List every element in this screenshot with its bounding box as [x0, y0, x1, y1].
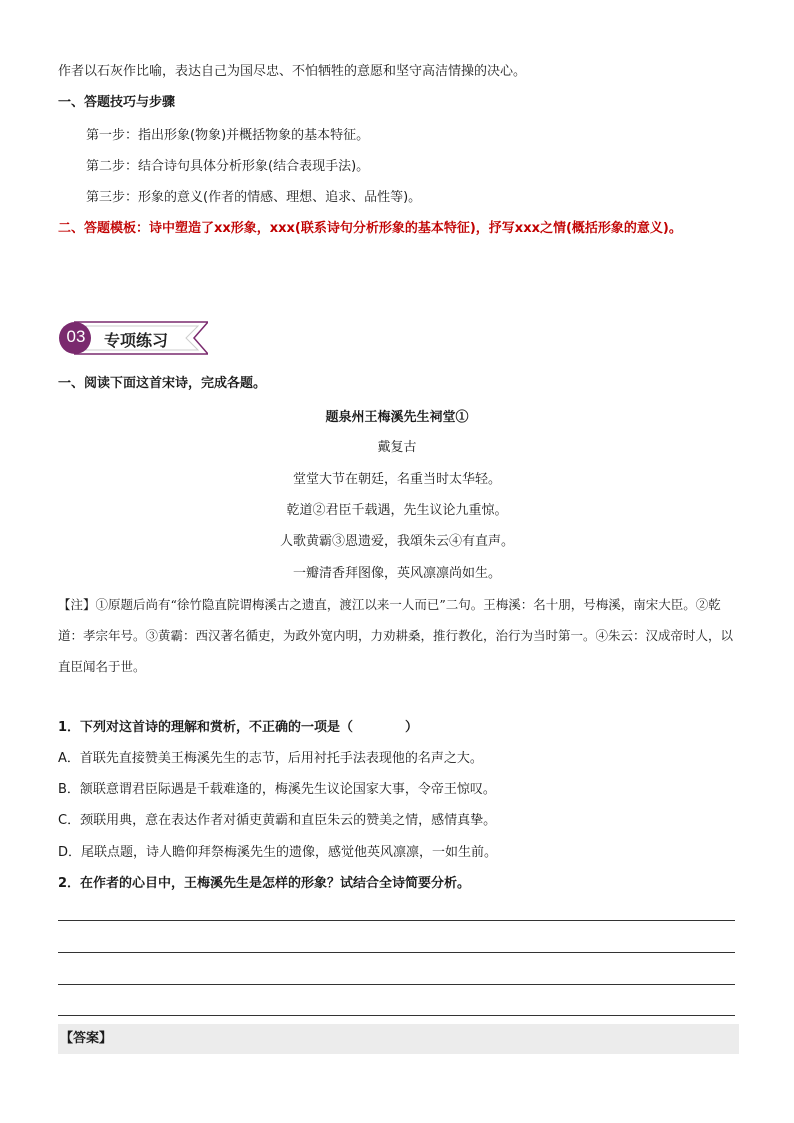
step-1: 第一步：指出形象(物象)并概括物象的基本特征。	[86, 128, 370, 143]
answer-rule-3	[58, 984, 735, 985]
question-1: 1．下列对这首诗的理解和赏析，不正确的一项是（ ）	[58, 720, 419, 735]
section-number: 03	[66, 327, 86, 346]
option-b: B．颔联意谓君臣际遇是千载难逢的，梅溪先生议论国家大事，令帝王惊叹。	[58, 782, 496, 797]
poem-line-4: 一瓣清香拜图像，英风凛凛尚如生。	[292, 566, 501, 581]
question-2: 2．在作者的心目中，王梅溪先生是怎样的形象？试结合全诗简要分析。	[58, 876, 471, 891]
tips-heading: 一、答题技巧与步骤	[58, 95, 176, 110]
section-title: 专项练习	[104, 331, 169, 350]
section-badge	[58, 318, 208, 358]
exercise-heading: 一、阅读下面这首宋诗，完成各题。	[58, 376, 267, 391]
answer-rule-4	[58, 1015, 735, 1016]
answer-template: 二、答题模板：诗中塑造了xx形象，xxx(联系诗句分析形象的基本特征)，抒写xxx之情(概括形象的意义)。	[58, 221, 682, 236]
option-c: C．颈联用典，意在表达作者对循吏黄霸和直臣朱云的赞美之情，感情真挚。	[58, 813, 497, 828]
option-a: A．首联先直接赞美王梅溪先生的志节，后用衬托手法表现他的名声之大。	[58, 751, 483, 766]
poem-author: 戴复古	[377, 440, 417, 455]
step-2: 第二步：结合诗句具体分析形象(结合表现手法)。	[86, 159, 370, 174]
poem-line-2: 乾道②君臣千载遇，先生议论九重惊。	[286, 503, 508, 518]
poem-line-3: 人歌黄霸③恩遗爱，我頌朱云④有直声。	[279, 534, 514, 549]
poem-title: 题泉州王梅溪先生祠堂①	[325, 410, 469, 425]
poem-line-1: 堂堂大节在朝廷，名重当时太华轻。	[292, 472, 501, 487]
intro-sentence: 作者以石灰作比喻，表达自己为国尽忠、不怕牺牲的意愿和坚守高洁情操的决心。	[58, 64, 527, 79]
poem-note: 【注】①原题后尚有“徐竹隐直院谓梅溪古之遗直，渡江以来一人而已”二句。王梅溪：名十朋，号梅溪，南宋大臣。②乾道：孝宗年号。③黄霸：西汉著名循吏，为政外宽内明，力劝耕桑，推行教化，治行为当时第一。④朱云：汉成帝时人，以直臣闻名于世。	[58, 597, 734, 674]
answer-rule-2	[58, 952, 735, 953]
answer-label: 【答案】	[58, 1024, 739, 1054]
step-3: 第三步：形象的意义(作者的情感、理想、追求、品性等)。	[86, 190, 422, 205]
option-d: D．尾联点题，诗人瞻仰拜祭梅溪先生的遗像，感觉他英风凛凛，一如生前。	[58, 845, 498, 860]
answer-rule-1	[58, 920, 735, 921]
